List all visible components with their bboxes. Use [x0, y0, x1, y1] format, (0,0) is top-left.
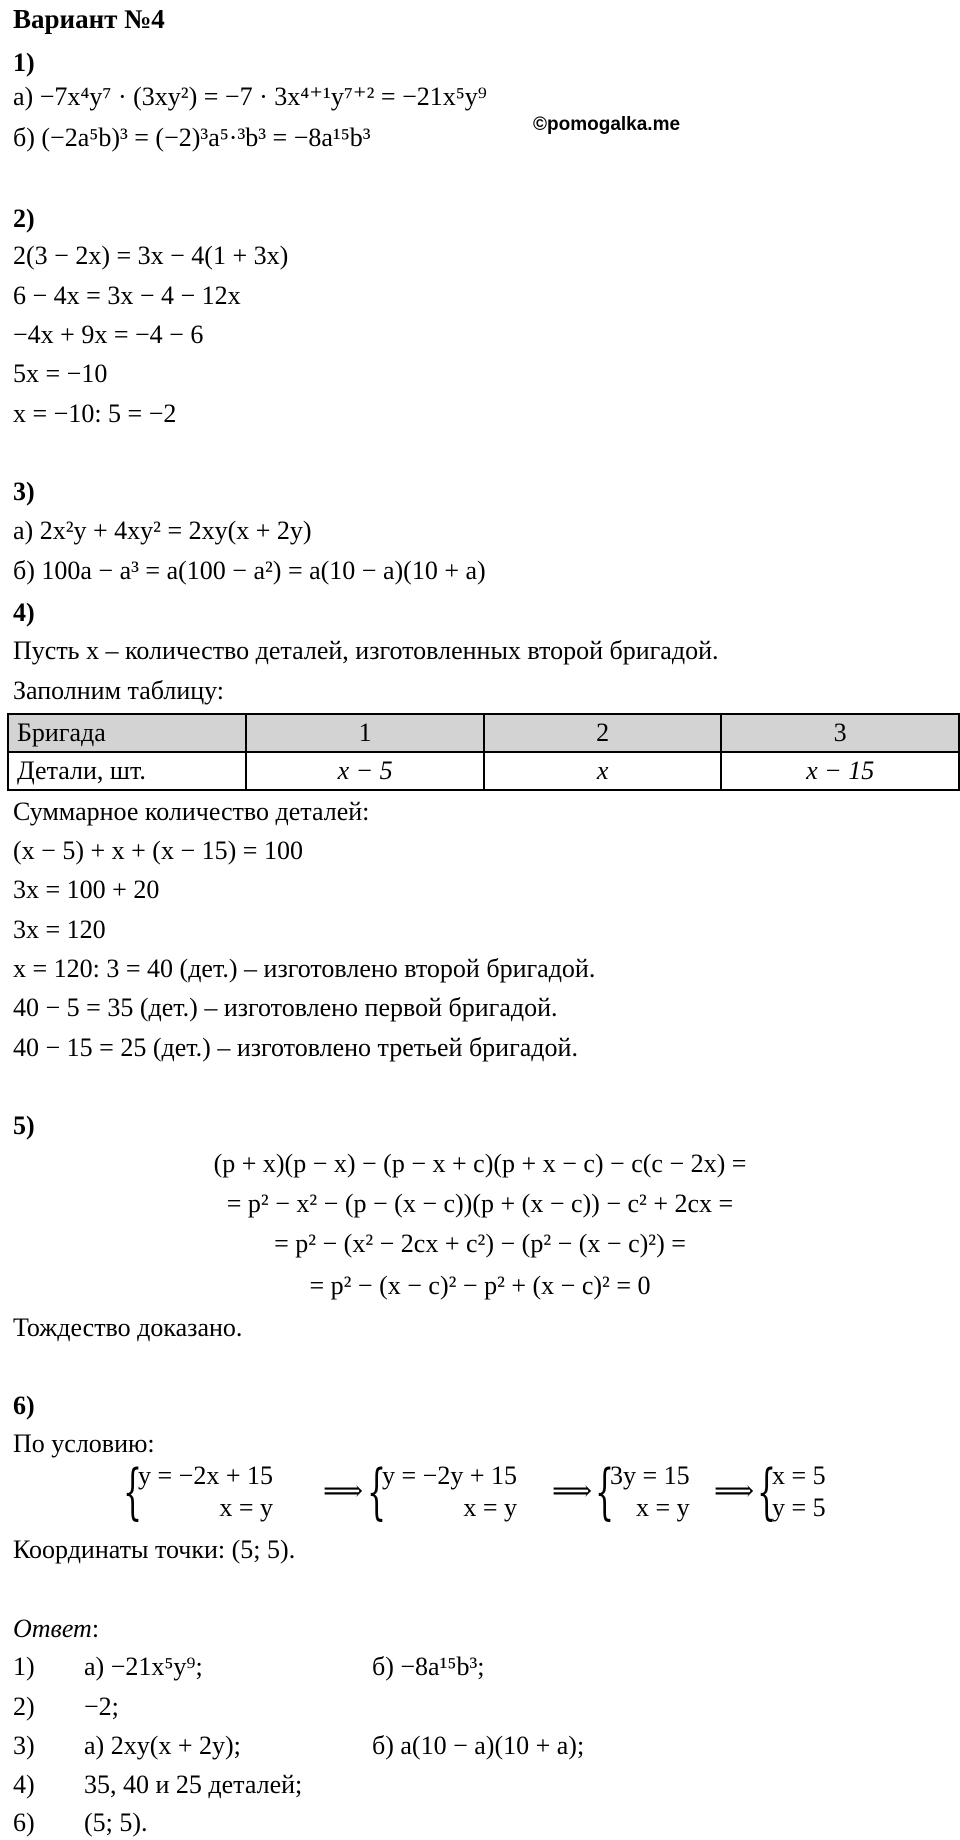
- implies-arrow-icon: ⟹: [552, 1476, 593, 1507]
- answer-item-b: б) a(10 − a)(10 + a);: [372, 1731, 585, 1760]
- task4-sum-label: Суммарное количество деталей:: [13, 797, 370, 826]
- table-header-cell: 3: [721, 714, 959, 752]
- task6-coords: Координаты точки: (5; 5).: [13, 1535, 296, 1564]
- task2-line: x = −10: 5 = −2: [13, 399, 177, 428]
- system-line: y = −2y + 15: [382, 1461, 517, 1490]
- table-cell: x − 5: [246, 752, 484, 790]
- task3-header: 3): [13, 477, 35, 506]
- task4-fill-table: Заполним таблицу:: [13, 676, 225, 705]
- task4-line: 3x = 120: [13, 915, 106, 944]
- system-line: x = y: [636, 1493, 690, 1522]
- equation-system: [362, 1457, 517, 1527]
- system-line: y = −2x + 15: [138, 1461, 273, 1490]
- answer-num: 3): [13, 1731, 35, 1760]
- watermark: ©pomogalka.me: [533, 114, 681, 135]
- answer-item-a: а) 2xy(x + 2y);: [84, 1731, 241, 1760]
- table-row: [8, 752, 959, 790]
- table-header-cell: 1: [246, 714, 484, 752]
- answer-item-a: а) −21x⁵y⁹;: [84, 1652, 203, 1681]
- system-line: y = 5: [772, 1493, 826, 1522]
- table-cell: x: [484, 752, 721, 790]
- task4-header: 4): [13, 598, 35, 627]
- system-line: x = 5: [772, 1461, 826, 1490]
- answer-num: 4): [13, 1770, 35, 1799]
- implies-arrow-icon: ⟹: [323, 1476, 364, 1507]
- answer-item-a: −2;: [84, 1692, 119, 1721]
- task2-header: 2): [13, 204, 35, 233]
- page-title: Вариант №4: [13, 4, 165, 34]
- table-cell: Детали, шт.: [8, 752, 246, 790]
- task2-line: 2(3 − 2x) = 3x − 4(1 + 3x): [13, 241, 289, 270]
- left-brace-icon: {: [123, 1457, 143, 1527]
- system-line: x = y: [219, 1493, 273, 1522]
- left-brace-icon: {: [367, 1457, 387, 1527]
- task1-header: 1): [13, 48, 35, 77]
- answer-label: [13, 1612, 99, 1646]
- task2-line: −4x + 9x = −4 − 6: [13, 320, 204, 349]
- task4-line: x = 120: 3 = 40 (дет.) – изготовлено второй бригадой.: [13, 954, 596, 983]
- task4-line: 40 − 5 = 35 (дет.) – изготовлено первой бригадой.: [13, 993, 558, 1022]
- answer-label-text: Ответ: [13, 1614, 92, 1643]
- task6-header: 6): [13, 1391, 35, 1420]
- task1-line-b: б) (−2a⁵b)³ = (−2)³a⁵·³b³ = −8a¹⁵b³: [13, 123, 371, 152]
- equation-system: [752, 1457, 826, 1527]
- task4-line: 3x = 100 + 20: [13, 875, 160, 904]
- brigade-table: [7, 713, 960, 791]
- task3-line-a: а) 2x²y + 4xy² = 2xy(x + 2y): [13, 516, 312, 545]
- equation-system: [118, 1457, 273, 1527]
- left-brace-icon: {: [757, 1457, 777, 1527]
- task5-conclusion: Тождество доказано.: [13, 1313, 243, 1342]
- table-header-cell: 2: [484, 714, 721, 752]
- task2-line: 6 − 4x = 3x − 4 − 12x: [13, 281, 241, 310]
- left-brace-icon: {: [595, 1457, 615, 1527]
- equation-system: [590, 1457, 690, 1527]
- system-line: 3y = 15: [610, 1461, 690, 1490]
- task4-line: (x − 5) + x + (x − 15) = 100: [13, 836, 303, 865]
- implies-arrow-icon: ⟹: [714, 1476, 755, 1507]
- answer-num: 1): [13, 1652, 35, 1681]
- answer-item-a: (5; 5).: [84, 1808, 148, 1837]
- table-cell: x − 15: [721, 752, 959, 790]
- answer-item-a: 35, 40 и 25 деталей;: [84, 1770, 303, 1799]
- system-line: x = y: [463, 1493, 517, 1522]
- answer-num: 6): [13, 1808, 35, 1837]
- task6-condition: По условию:: [13, 1429, 155, 1458]
- task5-line: (p + x)(p − x) − (p − x + c)(p + x − c) − c(c − 2x) =: [213, 1149, 747, 1178]
- task1-line-a: а) −7x⁴y⁷ · (3xy²) = −7 · 3x⁴⁺¹y⁷⁺² = −21x⁵y⁹: [13, 82, 487, 111]
- task4-intro: Пусть x – количество деталей, изготовленных второй бригадой.: [13, 636, 719, 665]
- task5-line: = p² − x² − (p − (x − c))(p + (x − c)) − c² + 2cx =: [226, 1189, 734, 1218]
- table-header-row: [8, 714, 959, 752]
- task5-line: = p² − (x² − 2cx + c²) − (p² − (x − c)²) =: [274, 1229, 686, 1258]
- task2-line: 5x = −10: [13, 359, 108, 388]
- answer-num: 2): [13, 1692, 35, 1721]
- answer-label-colon: :: [91, 1614, 100, 1643]
- task5-header: 5): [13, 1111, 35, 1140]
- task5-line: = p² − (x − c)² − p² + (x − c)² = 0: [309, 1271, 651, 1300]
- task4-line: 40 − 15 = 25 (дет.) – изготовлено третьей бригадой.: [13, 1033, 578, 1062]
- answer-item-b: б) −8a¹⁵b³;: [372, 1652, 485, 1681]
- task3-line-b: б) 100a − a³ = a(100 − a²) = a(10 − a)(10 + a): [13, 556, 486, 585]
- table-header-cell: Бригада: [8, 714, 246, 752]
